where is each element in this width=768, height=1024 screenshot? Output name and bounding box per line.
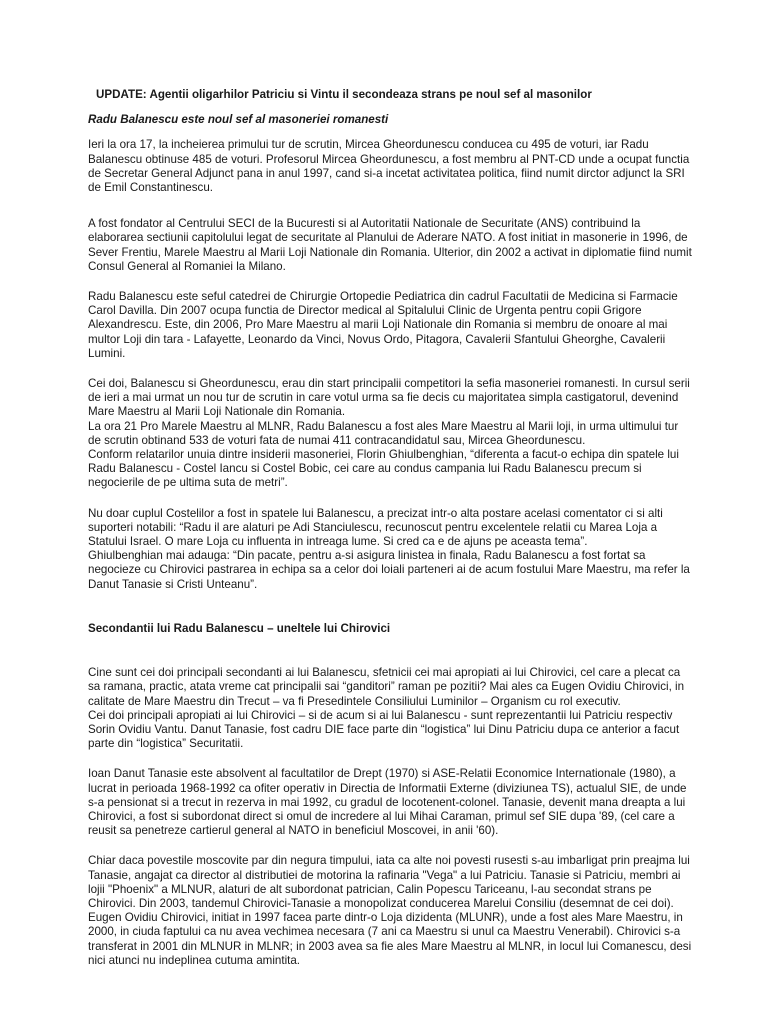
paragraph-5: Nu doar cuplul Costelilor a fost in spatele lui Balanescu, a precizat intr-o alta postare acelasi comentator ci si alti suporteri notabili: “Radu il are alaturi pe Adi Stanciulescu, recunoscut pentru excelentele relatii cu Marea Loja a Statului Israel. O mare Loja cu influenta in intreaga lume. Si cred ca e de ajuns pe aceasta tema”. Ghiulbenghian mai adauga: “Din pacate, pentru a-si asigura linistea in finala, Radu Balanescu a fost fortat sa negocieze cu Chirovici pastrarea in echipa sa a celor doi loiali parteneri ai de acum fostului Mare Maestru, ma refer la Danut Tanasie si Cristi Unteanu”.: [88, 506, 690, 591]
paragraph-4: Cei doi, Balanescu si Gheordunescu, erau din start principalii competitori la sefia masoneriei romanesti. In cursul serii de ieri a mai urmat un nou tur de scrutin in care votul urma sa fie decis cu majoritatea simpla castigatorul, devenind Mare Maestru al Marii Loji Nationale din Romania. La ora 21 Pro Marele Maestru al MLNR, Radu Balanescu a fost ales Mare Maestru al Marii loji, in urma ultimului tur de scrutin obtinand 533 de voturi fata de numai 411 contracandidatul sau, Mircea Gheordunescu. Conform relatarilor unuia dintre insiderii masoneriei, Florin Ghiulbenghian, “diferenta a facut-o echipa din spatele lui Radu Balanescu - Costel Iancu si Costel Bobic, cei care au condus campania lui Radu Balanescu precum si negocierile de pe ultima suta de metri”.: [88, 377, 690, 490]
article-subtitle: Radu Balanescu este noul sef al masoneriei romanesti: [88, 113, 389, 127]
article-title: UPDATE: Agentii oligarhilor Patriciu si Vintu il secondeaza strans pe noul sef al masonilor: [96, 88, 592, 101]
section-title: Secondantii lui Radu Balanescu – uneltele lui Chirovici: [88, 621, 391, 635]
section-paragraph-1: Cine sunt cei doi principali secondanti ai lui Balanescu, sfetnicii cei mai apropiati ai lui Chirovici, cel care a plecat ca sa ramana, practic, atata vreme cat principalii sai “ganditori” raman pe pozitii? Mai ales ca Eugen Ovidiu Chirovici, in calitate de Mare Maestru din Trecut – va fi Presedintele Consiliului Luminilor – Organism cu rol executiv. Cei doi principali apropiati ai lui Chirovici – si de acum si ai lui Balanescu - sunt reprezentantii lui Patriciu respectiv Sorin Ovidiu Vantu. Danut Tanasie, fost cadru DIE face parte din “logistica” lui Dinu Patriciu dupa ce anterior a facut parte din “logistica” Securitatii.: [88, 666, 685, 751]
document-page: [88, 88, 692, 968]
section-paragraph-3: Chiar daca povestile moscovite par din negura timpului, iata ca alte noi povesti rusesti s-au imbarligat prin preajma lui Tanasie, angajat ca director al distributiei de motorina la rafinaria "Vega" a lui Patriciu. Tanasie si Patriciu, membri ai lojii "Phoenix" a MLNUR, alaturi de alt subordonat patrician, Calin Popescu Tariceanu, l-au secondat strans pe Chirovici. Din 2003, tandemul Chirovici-Tanasie a monopolizat conducerea Marelui Consiliu (desemnat de cei doi). Eugen Ovidiu Chirovici, initiat in 1997 facea parte dintr-o Loja dizidenta (MLUNR), unde a fost ales Mare Maestru, in 2000, in ciuda faptului ca nu avea vechimea necesara (7 ani ca Maestru si unul ca Maestru Venerabil). Chirovici s-a transferat in 2001 din MLNUR in MLNR; in 2003 avea sa fie ales Mare Maestru al MLNR, in locul lui Comanescu, desi nici atunci nu indeplinea cutuma amintita.: [88, 854, 692, 967]
paragraph-3: Radu Balanescu este seful catedrei de Chirurgie Ortopedie Pediatrica din cadrul Facultatii de Medicina si Farmacie Carol Davilla. Din 2007 ocupa functia de Director medical al Spitalului Clinic de Urgenta pentru copii Grigore Alexandrescu. Este, din 2006, Pro Mare Maestru al marii Loji Nationale din Romania si membru de onoare al mai multor Loji din tara - Lafayette, Leonardo da Vinci, Novus Ordo, Pitagora, Cavalerii Sfantului Gheorghe, Cavalerii Lumini.: [88, 290, 678, 360]
section-paragraph-2: Ioan Danut Tanasie este absolvent al facultatilor de Drept (1970) si ASE-Relatii Economice Internationale (1980), a lucrat in perioada 1968-1992 ca ofiter operativ in Directia de Informatii Externe (diviziunea TS), actualul SIE, de unde s-a pensionat si a trecut in rezerva in mai 1992, cu gradul de locotenent-colonel. Tanasie, devenit mana dreapta a lui Chirovici, a fost si subordonat direct si omul de incredere al lui Mihai Caraman, primul sef SIE dupa '89, (cel care a reusit sa penetreze cartierul general al NATO in beneficiul Moscovei, in anii '60).: [88, 767, 687, 838]
paragraph-2: A fost fondator al Centrului SECI de la Bucuresti si al Autoritatii Nationale de Securitate (ANS) contribuind la elaborarea sectiunii capitolului legat de securitate al Planului de Aderare NATO. A fost initiat in masonerie in 1996, de Sever Frentiu, Marele Maestru al Marii Loji Nationale din Romania. Ulterior, din 2002 a activat in diplomatie fiind numit Consul General al Romaniei la Milano.: [88, 217, 692, 273]
paragraph-1: Ieri la ora 17, la incheierea primului tur de scrutin, Mircea Gheordunescu conducea cu 495 de voturi, iar Radu Balanescu obtinuse 485 de voturi. Profesorul Mircea Gheordunescu, a fost membru al PNT-CD unde a ocupat functia de Secretar General Adjunct pana in anul 1997, cand si-a incetat activitatea politica, fiind numit dirctor adjunct la SRI de Emil Constantinescu.: [88, 138, 690, 195]
